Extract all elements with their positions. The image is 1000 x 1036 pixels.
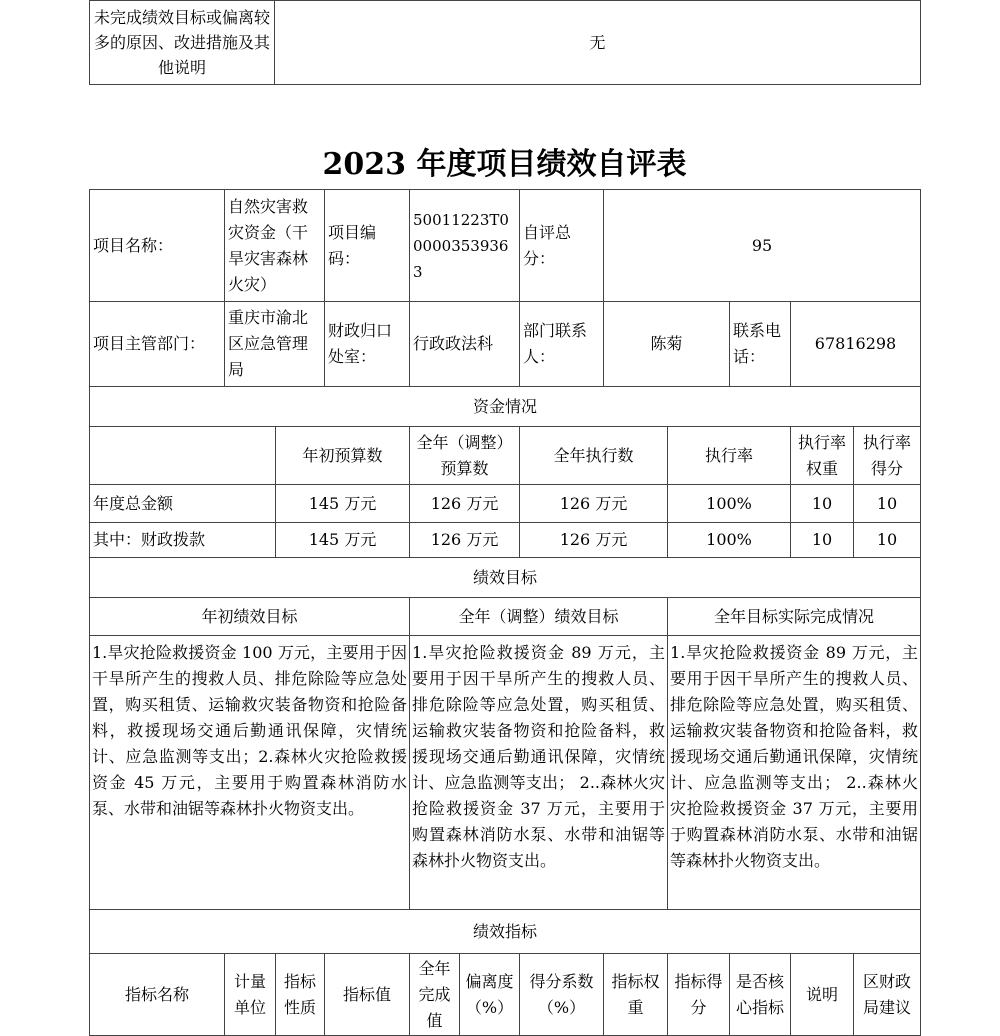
funds-header: 执行率得分 xyxy=(854,427,921,485)
remarks-label: 未完成绩效目标或偏离较多的原因、改进措施及其他说明 xyxy=(90,1,275,85)
score-label: 自评总分： xyxy=(520,190,604,302)
goals-section-title: 绩效目标 xyxy=(90,558,921,598)
goal-adjusted: 1.旱灾抢险救援资金 89 万元，主要用于因干旱所产生的搜救人员、排危除险等应急处置，购买租赁、运输救灾装备物资和抢险备料，救援现场交通后勤通讯保障，灾情统计、应急监测等支出； 2..森林火灾抢险救援资金 37 万元，主要用于购置森林消防水泵、水带和油锯等森林扑火物资支出。 xyxy=(410,636,668,910)
phone: 67816298 xyxy=(791,302,921,387)
goals-header: 全年（调整）绩效目标 xyxy=(410,598,668,636)
funds-cell: 126 万元 xyxy=(410,523,520,558)
contact-label: 部门联系人： xyxy=(520,302,604,387)
funds-row-label: 其中：财政拨款 xyxy=(90,523,276,558)
indicator-header: 指标性质 xyxy=(276,954,325,1036)
funds-cell: 126 万元 xyxy=(410,485,520,523)
project-name-label: 项目名称： xyxy=(90,190,225,302)
funds-cell: 126 万元 xyxy=(520,485,668,523)
indicators-section-title: 绩效指标 xyxy=(90,910,921,954)
funds-cell: 100% xyxy=(668,485,791,523)
goals-header: 全年目标实际完成情况 xyxy=(668,598,921,636)
dept-label: 项目主管部门： xyxy=(90,302,225,387)
page-title: 2023 年度项目绩效自评表 xyxy=(322,147,687,182)
goal-actual: 1.旱灾抢险救援资金 89 万元，主要用于因干旱所产生的搜救人员、排危除险等应急处置，购买租赁、运输救灾装备物资和抢险备料，救援现场交通后勤通讯保障，灾情统计、应急监测等支出； 2..森林火灾抢险救援资金 37 万元，主要用于购置森林消防水泵、水带和油锯等森林扑火物资支出。 xyxy=(668,636,921,910)
indicator-header: 指标值 xyxy=(325,954,410,1036)
funds-header: 执行率 xyxy=(668,427,791,485)
evaluation-table xyxy=(89,189,921,1036)
indicator-header: 得分系数（%） xyxy=(520,954,604,1036)
indicator-header: 说明 xyxy=(791,954,854,1036)
funds-cell: 10 xyxy=(791,485,854,523)
indicator-header: 指标权重 xyxy=(604,954,668,1036)
goals-header: 年初绩效目标 xyxy=(90,598,410,636)
funds-header: 年初预算数 xyxy=(276,427,410,485)
funds-cell: 100% xyxy=(668,523,791,558)
funds-cell: 145 万元 xyxy=(276,485,410,523)
project-code: 50011223T000003539363 xyxy=(410,190,520,302)
indicator-header: 计量单位 xyxy=(225,954,276,1036)
indicator-header: 偏离度（%） xyxy=(460,954,520,1036)
project-name: 自然灾害救灾资金（干旱灾害森林火灾） xyxy=(225,190,325,302)
funds-cell: 126 万元 xyxy=(520,523,668,558)
contact: 陈菊 xyxy=(604,302,730,387)
goal-initial: 1.旱灾抢险救援资金 100 万元，主要用于因干旱所产生的搜救人员、排危除险等应急处置，购买租赁、运输救灾装备物资和抢险备料，救援现场交通后勤通讯保障，灾情统计、应急监测等支出；2.森林火灾抢险救援资金 45 万元，主要用于购置森林消防水泵、水带和油锯等森林扑火物资支出。 xyxy=(90,636,410,910)
remarks-table xyxy=(89,0,921,85)
indicator-header: 是否核心指标 xyxy=(730,954,791,1036)
project-code-label: 项目编码： xyxy=(325,190,410,302)
funds-header: 全年（调整）预算数 xyxy=(410,427,520,485)
funds-row-label: 年度总金额 xyxy=(90,485,276,523)
funds-section-title: 资金情况 xyxy=(90,387,921,427)
indicator-header: 指标名称 xyxy=(90,954,225,1036)
indicator-header: 指标得分 xyxy=(668,954,730,1036)
funds-cell: 10 xyxy=(854,485,921,523)
funds-cell: 10 xyxy=(791,523,854,558)
funds-header: 全年执行数 xyxy=(520,427,668,485)
finance-office: 行政政法科 xyxy=(410,302,520,387)
funds-header: 执行率权重 xyxy=(791,427,854,485)
phone-label: 联系电话： xyxy=(730,302,791,387)
funds-cell: 145 万元 xyxy=(276,523,410,558)
remarks-value: 无 xyxy=(275,1,921,85)
indicator-header: 全年完成值 xyxy=(410,954,460,1036)
funds-header-blank xyxy=(90,427,276,485)
total-score: 95 xyxy=(604,190,921,302)
funds-cell: 10 xyxy=(854,523,921,558)
finance-label: 财政归口处室： xyxy=(325,302,410,387)
dept: 重庆市渝北区应急管理局 xyxy=(225,302,325,387)
indicator-header: 区财政局建议 xyxy=(854,954,921,1036)
